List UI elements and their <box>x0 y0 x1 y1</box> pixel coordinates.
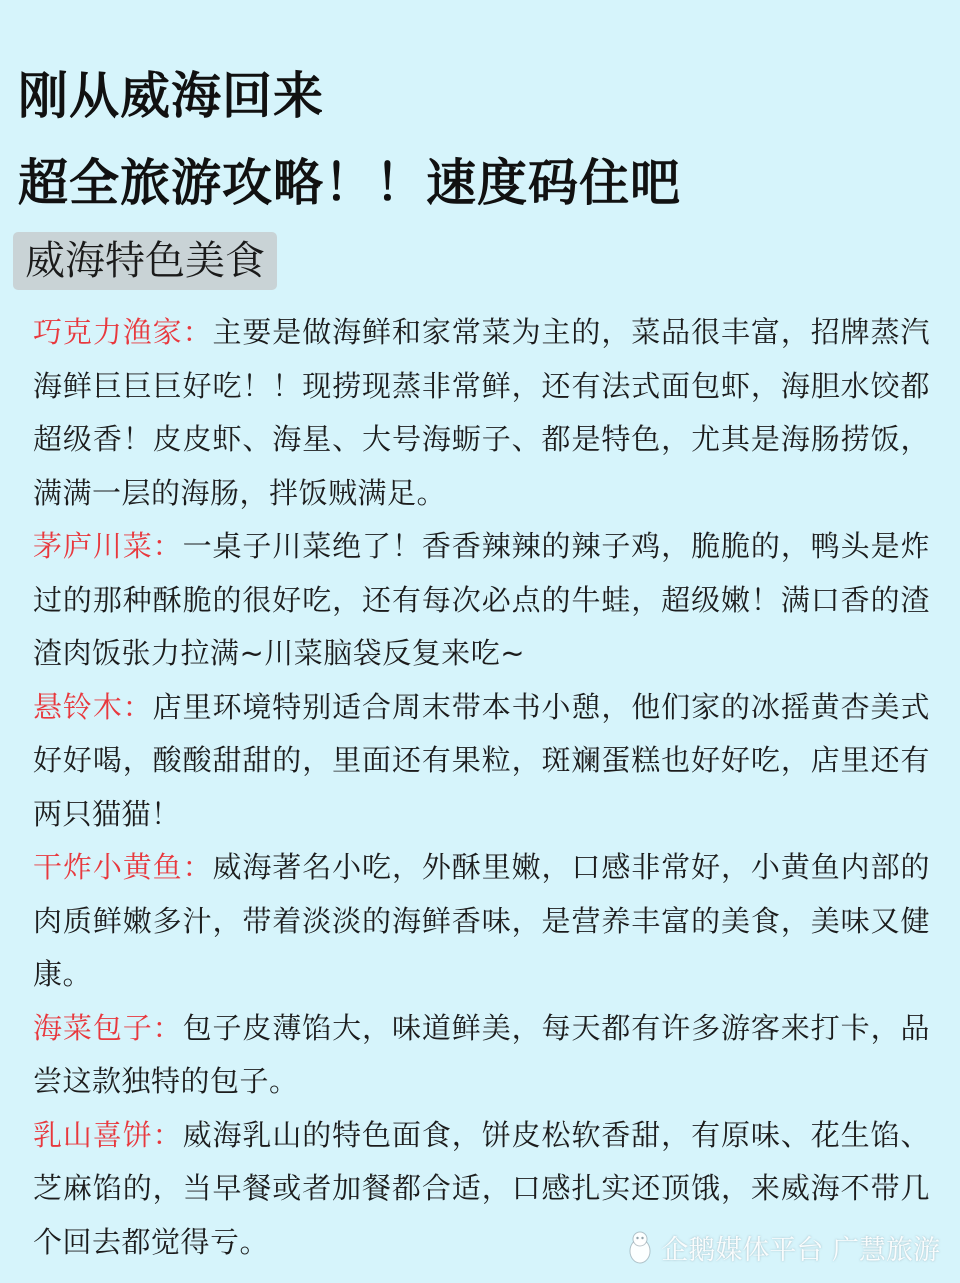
food-entry-text: 一桌子川菜绝了！香香辣辣的辣子鸡，脆脆的，鸭头是炸过的那种酥脆的很好吃，还有每次必点的牛蛙，超级嫩！满口香的渣渣肉饭张力拉满~川菜脑袋反复来吃~ <box>33 529 930 670</box>
food-entry-text: 包子皮薄馅大，味道鲜美，每天都有许多游客来打卡，品尝这款独特的包子。 <box>33 1010 930 1098</box>
penguin-icon <box>627 1231 653 1265</box>
food-entry-text: 主要是做海鲜和家常菜为主的，菜品很丰富，招牌蒸汽海鲜巨巨巨好吃！！现捞现蒸非常鲜，还有法式面包虾，海胆水饺都超级香！皮皮虾、海星、大号海蛎子、都是特色，尤其是海肠捞饭，满满一层的海肠，拌饭贼满足。 <box>33 315 930 510</box>
food-entry <box>33 306 930 520</box>
watermark-text: 企鹅媒体平台 广慧旅游 <box>661 1235 940 1266</box>
food-entry-name: 干炸小黄鱼： <box>33 850 213 884</box>
page-title-line-2: 超全旅游攻略！！速度码住吧 <box>18 154 681 212</box>
food-entry-name: 乳山喜饼： <box>33 1117 183 1152</box>
food-entry-name: 悬铃木： <box>33 689 153 724</box>
food-entry <box>33 681 930 842</box>
food-entry-name: 巧克力渔家： <box>33 315 213 349</box>
food-entry-name: 海菜包子： <box>33 1010 183 1045</box>
page-title-line-1: 刚从威海回来 <box>18 67 324 125</box>
watermark <box>627 1228 940 1267</box>
food-entry-name: 茅庐川菜： <box>33 529 183 563</box>
food-entry-text: 店里环境特别适合周末带本书小憩，他们家的冰摇黄杏美式好好喝，酸酸甜甜的，里面还有果粒，斑斓蛋糕也好好吃，店里还有两只猫猫！ <box>33 689 930 831</box>
food-list <box>33 306 930 1269</box>
food-entry-text: 威海著名小吃，外酥里嫩，口感非常好，小黄鱼内部的肉质鲜嫩多汁，带着淡淡的海鲜香味，是营养丰富的美食，美味又健康。 <box>33 850 930 991</box>
section-heading-food: 威海特色美食 <box>13 232 277 290</box>
food-entry-text: 威海乳山的特色面食，饼皮松软香甜，有原味、花生馅、芝麻馅的，当早餐或者加餐都合适，口感扎实还顶饿，来威海不带几个回去都觉得亏。 <box>33 1117 930 1259</box>
food-entry <box>33 1002 930 1109</box>
food-entry <box>33 841 930 1002</box>
food-entry <box>33 520 930 681</box>
